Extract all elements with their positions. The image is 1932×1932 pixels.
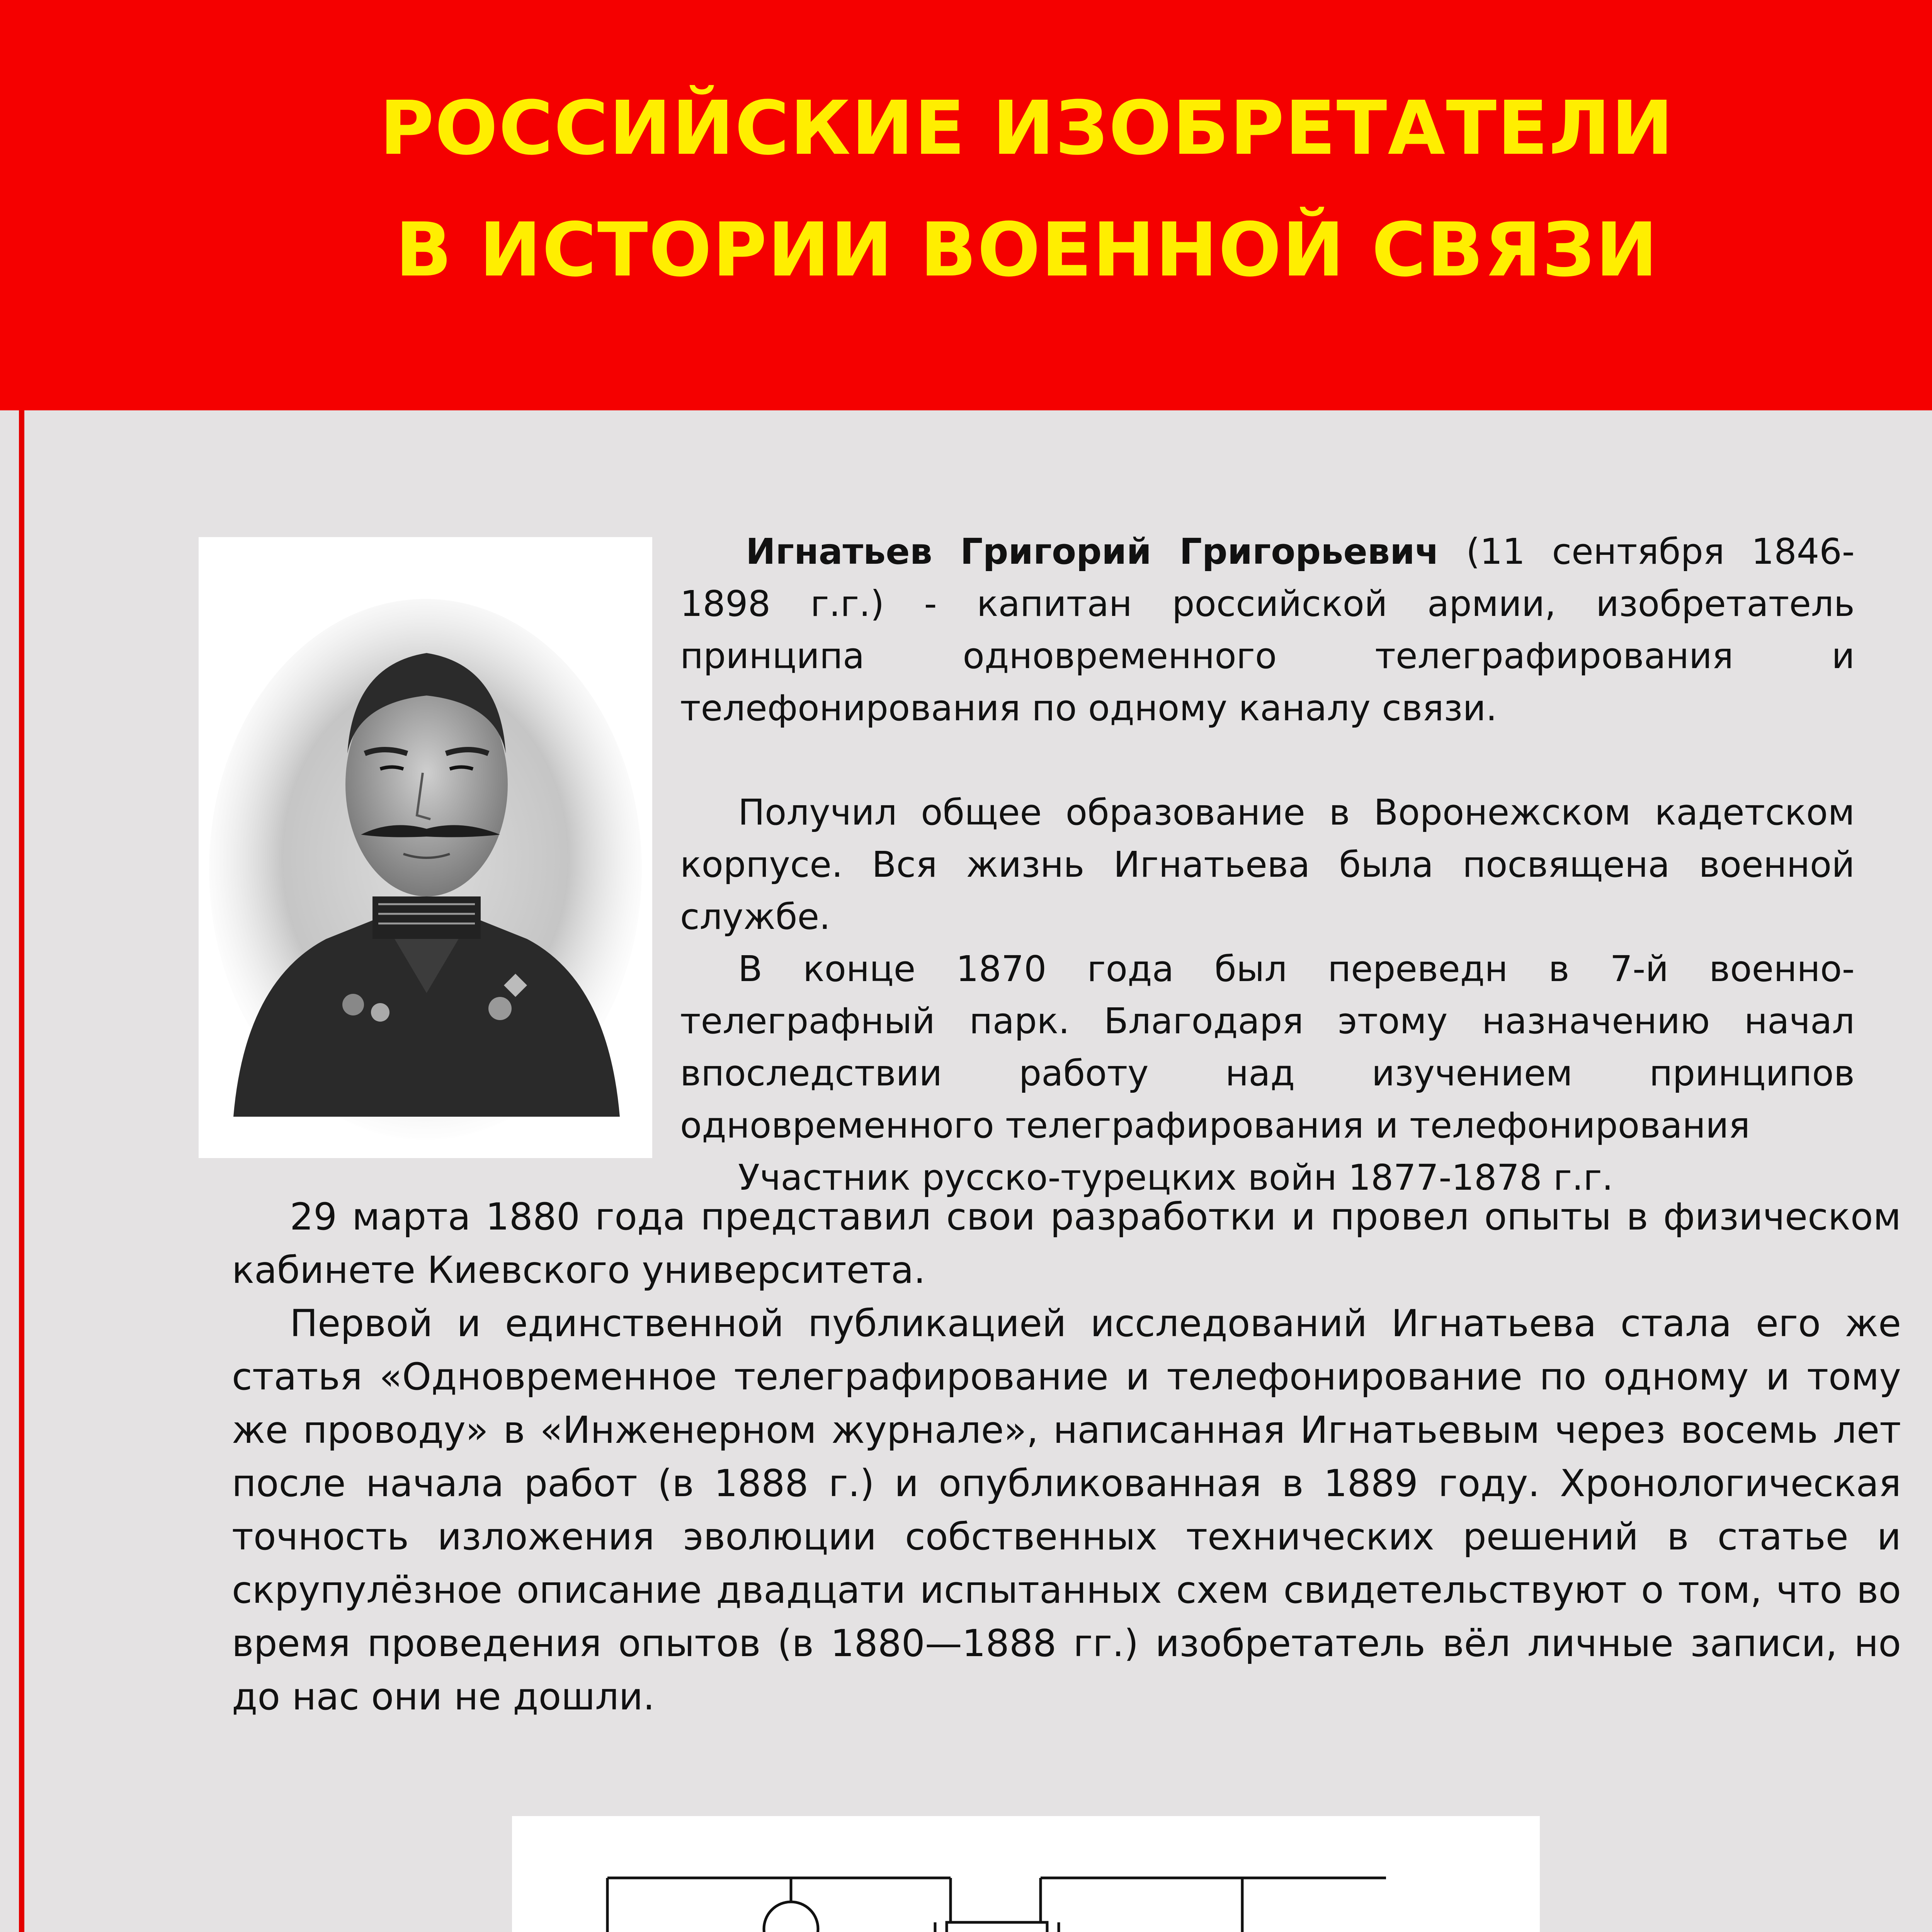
portrait-photo [199,537,652,1158]
bio-intro-text: (11 сентября 1846-1898 г.г.) - капитан российской армии, изобретатель принципа одновременного телеграфирования и телефонирования по одному каналу связи. [680,531,1855,729]
bio-paragraph-wars: Участник русско-турецких войн 1877-1878 г.г. [738,1157,1614,1198]
circuit-diagram-icon [512,1816,1540,1932]
body-paragraph-experiments: 29 марта 1880 года представил свои разработки и провел опыты в физическом кабинете Киевского университета. [232,1195,1901,1292]
body-paragraph-publication: Первой и единственной публикацией исследований Игнатьева стала его же статья «Одновременное телеграфирование и телефонирование по одному и тому же проводу» в «Инженерном журнале», написанная Игнатьевым через восемь лет после начала работ (в 1888 г.) и опубликованная в 1889 году. Хронологическая точность изложения эволюции собственных технических решений в статье и скрупулёзное описание двадцати испытанных схем свидетельствуют о том, что во время проведения опытов (в 1880—1888 гг.) изобретатель вёл личные записи, но до нас они не дошли. [232,1302,1901,1718]
bio-paragraph-education: Получил общее образование в Воронежском кадетском корпусе. Вся жизнь Игнатьева была посвящена военной службе. [680,792,1855,937]
page-title [0,68,1932,311]
title-line-2: В ИСТОРИИ ВОЕННОЙ СВЯЗИ [395,207,1658,293]
portrait-icon [199,537,652,1158]
circuit-diagram [512,1816,1540,1932]
person-name: Игнатьев Григорий Григорьевич [746,531,1439,572]
title-line-1: РОССИЙСКИЕ ИЗОБРЕТАТЕЛИ [379,85,1674,172]
bio-paragraph-service: В конце 1870 года был переведн в 7-й военно-телеграфный парк. Благодаря этому назначению начал впоследствии работу над изучением принципов одновременного телеграфирования и телефонирования [680,948,1855,1146]
frame-left-border [19,410,24,1932]
biography-block [680,526,1855,1204]
header-banner [0,0,1932,410]
bio-intro [680,526,1855,734]
main-text-block [232,1190,1901,1723]
